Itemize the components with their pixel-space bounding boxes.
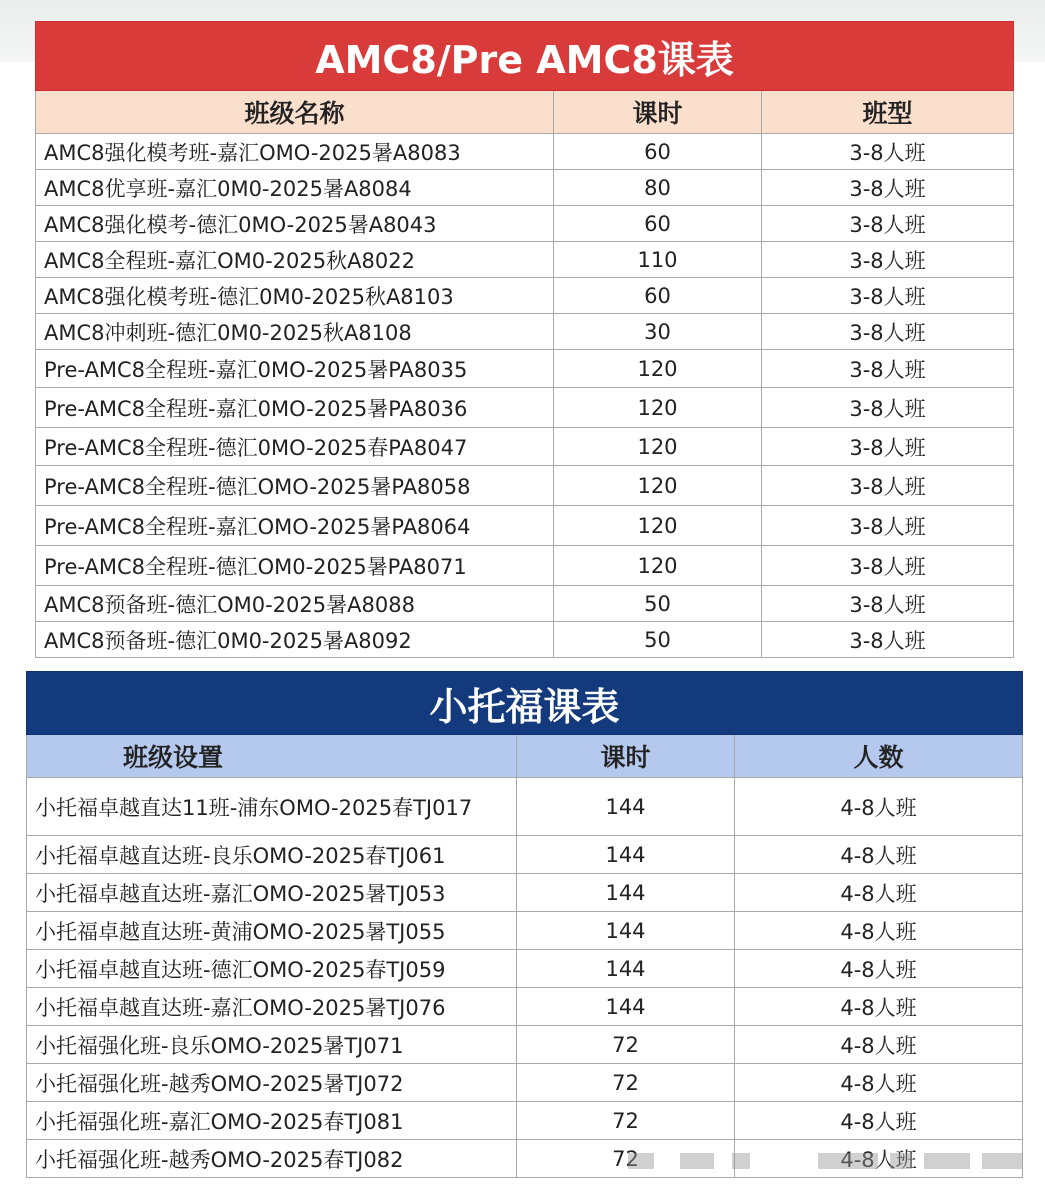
class-type-cell: 3-8人班 bbox=[762, 586, 1014, 622]
table-row bbox=[27, 988, 1023, 1026]
class-type-cell: 3-8人班 bbox=[762, 350, 1014, 388]
class-type-cell: 3-8人班 bbox=[762, 388, 1014, 428]
table-row bbox=[36, 242, 1014, 278]
headcount-cell: 4-8人班 bbox=[735, 1026, 1023, 1064]
table-row bbox=[27, 836, 1023, 874]
class-type-cell: 3-8人班 bbox=[762, 278, 1014, 314]
hours-cell: 60 bbox=[554, 278, 762, 314]
hours-cell: 144 bbox=[517, 874, 735, 912]
class-setting-cell: 小托福卓越直达班-嘉汇OMO-2025暑TJ053 bbox=[27, 874, 517, 912]
hours-cell: 50 bbox=[554, 622, 762, 658]
table-row bbox=[36, 314, 1014, 350]
amc8-table-title: AMC8/Pre AMC8课表 bbox=[36, 22, 1014, 91]
table-row bbox=[27, 950, 1023, 988]
table-row bbox=[36, 388, 1014, 428]
hours-cell: 144 bbox=[517, 950, 735, 988]
hours-cell: 72 bbox=[517, 1064, 735, 1102]
class-setting-cell: 小托福卓越直达班-良乐OMO-2025春TJ061 bbox=[27, 836, 517, 874]
toefl-table-title: 小托福课表 bbox=[27, 672, 1023, 735]
class-type-cell: 3-8人班 bbox=[762, 622, 1014, 658]
class-name-cell: Pre-AMC8全程班-嘉汇0MO-2025暑PA8036 bbox=[36, 388, 554, 428]
amc8-header-class-name: 班级名称 bbox=[36, 91, 554, 134]
headcount-cell: 4-8人班 bbox=[735, 778, 1023, 836]
hours-cell: 144 bbox=[517, 836, 735, 874]
table-row bbox=[27, 1026, 1023, 1064]
table-row bbox=[36, 546, 1014, 586]
hours-cell: 120 bbox=[554, 388, 762, 428]
class-setting-cell: 小托福强化班-良乐OMO-2025暑TJ071 bbox=[27, 1026, 517, 1064]
headcount-cell: 4-8人班 bbox=[735, 1102, 1023, 1140]
headcount-cell: 4-8人班 bbox=[735, 1064, 1023, 1102]
amc8-schedule-table bbox=[35, 21, 1014, 658]
table-row bbox=[27, 1064, 1023, 1102]
headcount-cell: 4-8人班 bbox=[735, 1140, 1023, 1178]
headcount-cell: 4-8人班 bbox=[735, 912, 1023, 950]
class-setting-cell: 小托福强化班-嘉汇OMO-2025春TJ081 bbox=[27, 1102, 517, 1140]
class-setting-cell: 小托福卓越直达班-嘉汇OMO-2025暑TJ076 bbox=[27, 988, 517, 1026]
table-row bbox=[36, 278, 1014, 314]
class-type-cell: 3-8人班 bbox=[762, 134, 1014, 170]
class-name-cell: AMC8强化模考班-德汇0M0-2025秋A8103 bbox=[36, 278, 554, 314]
class-name-cell: AMC8预备班-德汇OM0-2025暑A8088 bbox=[36, 586, 554, 622]
table-row bbox=[27, 1102, 1023, 1140]
hours-cell: 144 bbox=[517, 912, 735, 950]
toefl-header-headcount: 人数 bbox=[735, 735, 1023, 778]
toefl-header-hours: 课时 bbox=[517, 735, 735, 778]
hours-cell: 120 bbox=[554, 506, 762, 546]
table-row bbox=[36, 134, 1014, 170]
class-type-cell: 3-8人班 bbox=[762, 314, 1014, 350]
class-name-cell: AMC8预备班-德汇0M0-2025暑A8092 bbox=[36, 622, 554, 658]
class-setting-cell: 小托福卓越直达班-黄浦OMO-2025暑TJ055 bbox=[27, 912, 517, 950]
toefl-junior-schedule-table bbox=[26, 671, 1023, 1178]
table-row bbox=[36, 466, 1014, 506]
hours-cell: 120 bbox=[554, 428, 762, 466]
hours-cell: 72 bbox=[517, 1140, 735, 1178]
hours-cell: 60 bbox=[554, 134, 762, 170]
class-type-cell: 3-8人班 bbox=[762, 506, 1014, 546]
class-name-cell: AMC8优享班-嘉汇0M0-2025暑A8084 bbox=[36, 170, 554, 206]
table-row bbox=[36, 350, 1014, 388]
hours-cell: 120 bbox=[554, 350, 762, 388]
class-setting-cell: 小托福强化班-越秀OMO-2025春TJ082 bbox=[27, 1140, 517, 1178]
class-name-cell: AMC8强化模考班-嘉汇OMO-2025暑A8083 bbox=[36, 134, 554, 170]
hours-cell: 110 bbox=[554, 242, 762, 278]
class-setting-cell: 小托福卓越直达11班-浦东OMO-2025春TJ017 bbox=[27, 778, 517, 836]
headcount-cell: 4-8人班 bbox=[735, 988, 1023, 1026]
headcount-cell: 4-8人班 bbox=[735, 874, 1023, 912]
table-row bbox=[27, 874, 1023, 912]
class-type-cell: 3-8人班 bbox=[762, 206, 1014, 242]
class-type-cell: 3-8人班 bbox=[762, 428, 1014, 466]
table-row bbox=[27, 1140, 1023, 1178]
toefl-header-row bbox=[27, 735, 1023, 778]
class-type-cell: 3-8人班 bbox=[762, 242, 1014, 278]
class-name-cell: AMC8全程班-嘉汇OM0-2025秋A8022 bbox=[36, 242, 554, 278]
class-setting-cell: 小托福卓越直达班-德汇OMO-2025春TJ059 bbox=[27, 950, 517, 988]
table-row bbox=[36, 506, 1014, 546]
table-row bbox=[27, 778, 1023, 836]
hours-cell: 50 bbox=[554, 586, 762, 622]
class-name-cell: Pre-AMC8全程班-德汇0MO-2025春PA8047 bbox=[36, 428, 554, 466]
class-name-cell: AMC8强化模考-德汇0MO-2025暑A8043 bbox=[36, 206, 554, 242]
class-name-cell: AMC8冲刺班-德汇0M0-2025秋A8108 bbox=[36, 314, 554, 350]
hours-cell: 144 bbox=[517, 988, 735, 1026]
hours-cell: 120 bbox=[554, 466, 762, 506]
hours-cell: 72 bbox=[517, 1026, 735, 1064]
class-type-cell: 3-8人班 bbox=[762, 546, 1014, 586]
hours-cell: 30 bbox=[554, 314, 762, 350]
table-row bbox=[36, 586, 1014, 622]
table-row bbox=[36, 622, 1014, 658]
class-type-cell: 3-8人班 bbox=[762, 466, 1014, 506]
table-row bbox=[36, 206, 1014, 242]
amc8-header-row bbox=[36, 91, 1014, 134]
class-name-cell: Pre-AMC8全程班-嘉汇OMO-2025暑PA8064 bbox=[36, 506, 554, 546]
hours-cell: 144 bbox=[517, 778, 735, 836]
class-type-cell: 3-8人班 bbox=[762, 170, 1014, 206]
hours-cell: 72 bbox=[517, 1102, 735, 1140]
hours-cell: 60 bbox=[554, 206, 762, 242]
hours-cell: 120 bbox=[554, 546, 762, 586]
class-name-cell: Pre-AMC8全程班-德汇OM0-2025暑PA8071 bbox=[36, 546, 554, 586]
headcount-cell: 4-8人班 bbox=[735, 836, 1023, 874]
class-name-cell: Pre-AMC8全程班-德汇OMO-2025暑PA8058 bbox=[36, 466, 554, 506]
amc8-header-hours: 课时 bbox=[554, 91, 762, 134]
table-row bbox=[27, 912, 1023, 950]
class-name-cell: Pre-AMC8全程班-嘉汇0MO-2025暑PA8035 bbox=[36, 350, 554, 388]
table-row bbox=[36, 428, 1014, 466]
headcount-cell: 4-8人班 bbox=[735, 950, 1023, 988]
table-row bbox=[36, 170, 1014, 206]
amc8-header-class-type: 班型 bbox=[762, 91, 1014, 134]
class-setting-cell: 小托福强化班-越秀OMO-2025暑TJ072 bbox=[27, 1064, 517, 1102]
hours-cell: 80 bbox=[554, 170, 762, 206]
toefl-header-class-setting: 班级设置 bbox=[27, 735, 517, 778]
